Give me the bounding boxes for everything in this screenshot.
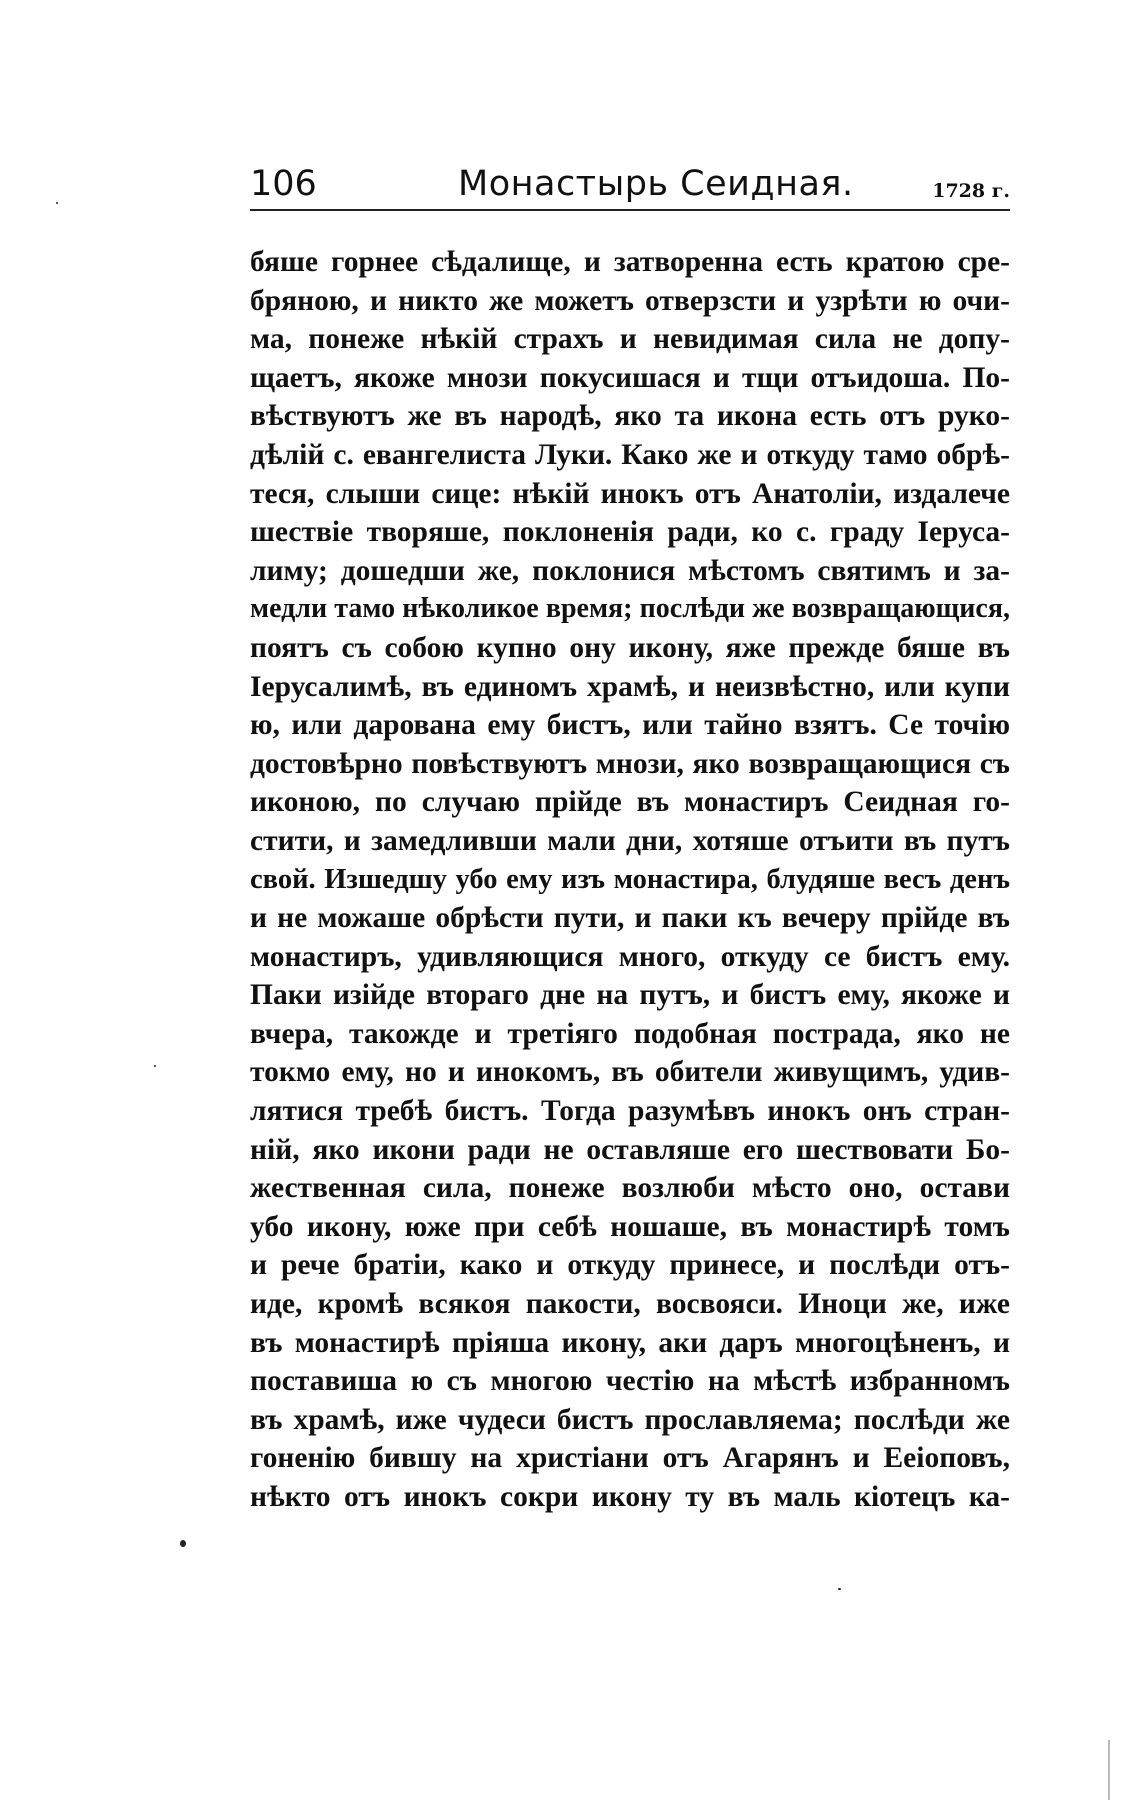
ink-speck: [154, 1065, 156, 1067]
text-line: бряною, и никто же можетъ отверзсти и узрѣти ю очи-: [250, 284, 1010, 317]
text-line: ма, понеже нѣкій страхъ и невидимая сила не допу-: [250, 323, 1010, 356]
body-text: [250, 243, 1010, 1517]
text-line: теся, слыши сице: нѣкій инокъ отъ Анатоліи, издалече: [250, 477, 1010, 510]
ink-speck: [838, 1588, 841, 1590]
text-line: Іерусалимѣ, въ единомъ храмѣ, и неизвѣстно, или купи: [250, 670, 1010, 703]
text-line: иконою, по случаю прійде въ монастиръ Сеидная го-: [250, 786, 1010, 819]
text-line: гоненію бившу на христіани отъ Агарянъ и Ееіоповъ,: [250, 1442, 1010, 1475]
text-line: лятися требѣ бистъ. Тогда разумѣвъ инокъ онъ стран-: [250, 1095, 1010, 1128]
text-line: нѣкто отъ инокъ сокри икону ту въ маль кіотецъ ка-: [250, 1481, 1010, 1513]
ink-speck: [180, 1540, 186, 1547]
page-number: 106: [250, 164, 317, 204]
scan-edge-mark: [1108, 1740, 1110, 1800]
text-line: вѣствуютъ же въ народѣ, яко та икона есть отъ руко-: [250, 400, 1010, 433]
text-line: и рече братіи, како и откуду принесе, и послѣди отъ-: [250, 1249, 1010, 1282]
text-line: лиму; дошедши же, поклонися мѣстомъ святимъ и за-: [250, 554, 1010, 587]
text-line: въ монастирѣ пріяша икону, аки даръ многоцѣненъ, и: [250, 1326, 1010, 1359]
text-line: въ храмѣ, иже чудеси бистъ прославляема; послѣди же: [250, 1403, 1010, 1436]
text-line: поставиша ю съ многою честію на мѣстѣ избранномъ: [250, 1365, 1010, 1398]
header-rule: [250, 209, 1010, 211]
page-header: [250, 162, 1010, 212]
text-line: шествіе творяше, поклоненія ради, ко с. граду Іеруса-: [250, 516, 1010, 549]
text-line: Паки изійде втораго дне на путъ, и бистъ ему, якоже и: [250, 979, 1010, 1012]
running-title: Монастырь Сеидная.: [458, 164, 854, 204]
text-line: и не можаше обрѣсти пути, и паки къ вечеру прійде въ: [250, 902, 1010, 935]
text-line: бяше горнее сѣдалище, и затворенна есть кратою сре-: [250, 246, 1010, 278]
text-line: монастиръ, удивляющися много, откуду се бистъ ему.: [250, 940, 1010, 973]
text-line: ю, или дарована ему бистъ, или тайно взятъ. Се точію: [250, 709, 1010, 742]
text-line: иде, кромѣ всякоя пакости, восвояси. Иноци же, иже: [250, 1288, 1010, 1321]
year-mark: 1728 г.: [932, 180, 1010, 202]
text-line: свой. Изшедшу убо ему изъ монастира, блудяше весъ денъ: [250, 863, 1010, 895]
text-line: достовѣрно повѣствуютъ мнози, яко возвращающися съ: [250, 747, 1010, 780]
text-line: вчера, такожде и третіяго подобная пострада, яко не: [250, 1017, 1010, 1050]
text-line: токмо ему, но и инокомъ, въ обители живущимъ, удив-: [250, 1056, 1010, 1089]
text-line: ній, яко икони ради не оставляше его шествовати Бо-: [250, 1133, 1010, 1166]
ink-speck: [56, 202, 58, 204]
text-line: поятъ съ собою купно ону икону, яже прежде бяше въ: [250, 631, 1010, 664]
text-line: дѣлій с. евангелиста Луки. Како же и откуду тамо обрѣ-: [250, 438, 1010, 471]
text-line: убо икону, юже при себѣ ношаше, въ монастирѣ томъ: [250, 1210, 1010, 1243]
text-line: жественная сила, понеже возлюби мѣсто оно, остави: [250, 1172, 1010, 1205]
text-line: медли тамо нѣколикое время; послѣди же возвращающися,: [250, 593, 1010, 625]
text-line: стити, и замедливши мали дни, хотяше отъити въ путъ: [250, 824, 1010, 857]
text-line: щаетъ, якоже мнози покусишася и тщи отъидоша. По-: [250, 361, 1010, 394]
